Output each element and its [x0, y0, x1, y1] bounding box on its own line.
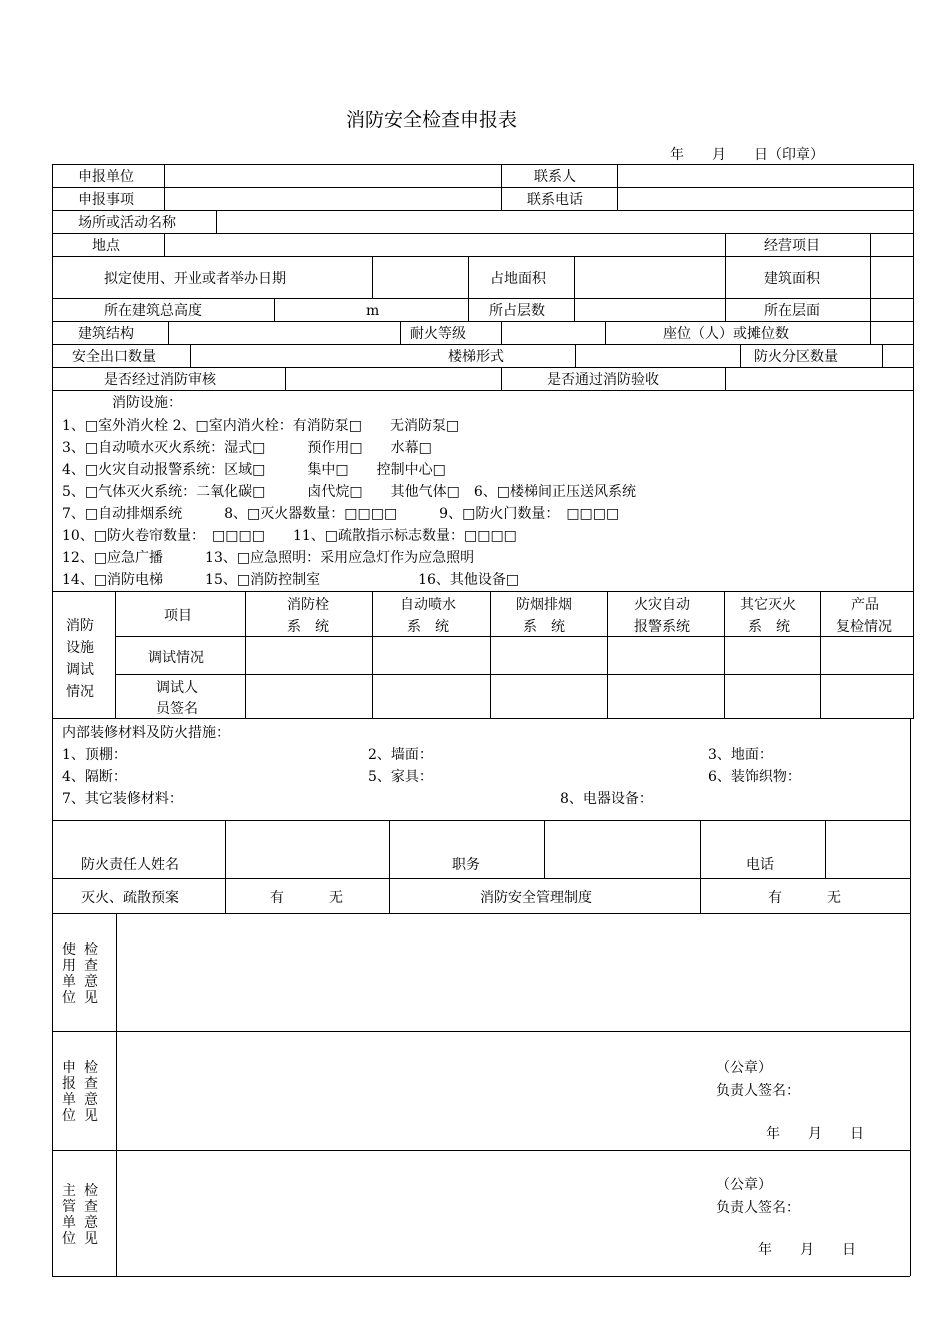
fabric-label: 6、装饰织物： [708, 769, 801, 785]
authority-label-a: 主管单位 [62, 1183, 76, 1247]
col-product-l2: 复检情况 [836, 619, 892, 635]
decoration-heading: 内部装修材料及防火措施： [62, 725, 230, 741]
apply-date: 年 月 日 [766, 1126, 864, 1142]
structure-label: 建筑结构 [78, 326, 134, 342]
electrical-label: 8、电器设备： [560, 791, 653, 807]
col-hydrant-l1: 消防栓 [287, 597, 329, 613]
management-system-label: 消防安全管理制度 [480, 890, 592, 906]
height-unit: m [366, 303, 380, 319]
col-sprinkler-l1: 自动喷水 [400, 597, 456, 613]
col-smoke-l2: 系 统 [523, 619, 565, 635]
col-hydrant-l2: 系 统 [287, 619, 329, 635]
responsible-name-label: 防火责任人姓名 [81, 857, 179, 873]
facility-line: 1、□室外消火栓 2、□室内消火栓：有消防泵□ 无消防泵□ [62, 418, 460, 434]
other-materials-label: 7、其它装修材料： [62, 791, 183, 807]
apply-unit-label-a: 申报单位 [62, 1060, 76, 1124]
debug-item-header: 项目 [164, 608, 192, 624]
system-none: 无 [827, 890, 841, 906]
date-seal-line: 年 月 日（印章） [670, 147, 824, 163]
applicant-unit-label: 申报单位 [78, 169, 134, 185]
ceiling-label: 1、顶棚： [62, 747, 127, 763]
floor-label: 3、地面： [708, 747, 773, 763]
col-alarm-l1: 火灾自动 [634, 597, 690, 613]
facility-line: 3、□自动喷水灭火系统：湿式□ 预作用□ 水幕□ [62, 440, 432, 456]
venue-name-label: 场所或活动名称 [78, 215, 176, 231]
col-other-l2: 系 统 [748, 619, 790, 635]
facility-line: 10、□防火卷帘数量： □□□□ 11、□疏散指示标志数量：□□□□ [62, 528, 517, 544]
plan-none: 无 [329, 890, 343, 906]
planned-date-label: 拟定使用、开业或者举办日期 [104, 271, 286, 287]
fire-review-label: 是否经过消防审核 [104, 372, 216, 388]
authority-seal: （公章） [716, 1177, 772, 1193]
plan-have: 有 [270, 890, 284, 906]
col-product-l1: 产品 [851, 597, 879, 613]
furniture-label: 5、家具： [368, 769, 433, 785]
floors-occupied-label: 所占层数 [489, 303, 545, 319]
fire-acceptance-label: 是否通过消防验收 [547, 372, 659, 388]
building-height-label: 所在建筑总高度 [104, 303, 202, 319]
facility-line: 7、□自动排烟系统 8、□灭火器数量：□□□□ 9、□防火门数量： □□□□ [62, 506, 620, 522]
building-area-label: 建筑面积 [764, 271, 820, 287]
business-item-label: 经营项目 [764, 238, 820, 254]
facility-line: 12、□应急广播 13、□应急照明：采用应急灯作为应急照明 [62, 550, 475, 566]
debug-signature-l1: 调试人 [156, 680, 198, 696]
apply-signature: 负责人签名： [716, 1083, 800, 1099]
col-smoke-l1: 防烟排烟 [516, 597, 572, 613]
fire-rating-label: 耐火等级 [410, 326, 466, 342]
use-unit-label-a: 使用单位 [62, 942, 76, 1006]
authority-signature: 负责人签名： [716, 1200, 800, 1216]
page-title: 消防安全检查申报表 [346, 109, 518, 131]
contact-phone-label: 联系电话 [527, 192, 583, 208]
evacuation-plan-label: 灭火、疏散预案 [81, 890, 179, 906]
col-other-l1: 其它灭火 [740, 597, 796, 613]
wall-label: 2、墙面： [368, 747, 433, 763]
application-item-label: 申报事项 [78, 192, 134, 208]
facility-line: 14、□消防电梯 15、□消防控制室 16、其他设备□ [62, 572, 520, 588]
stair-type-label: 楼梯形式 [448, 349, 504, 365]
exits-label: 安全出口数量 [72, 349, 156, 365]
location-label: 地点 [92, 238, 120, 254]
fire-zones-label: 防火分区数量 [754, 349, 838, 365]
partition-label: 4、隔断： [62, 769, 127, 785]
apply-seal: （公章） [716, 1060, 772, 1076]
col-sprinkler-l2: 系 统 [407, 619, 449, 635]
apply-unit-label-b: 检查意见 [84, 1060, 98, 1124]
system-have: 有 [768, 890, 782, 906]
land-area-label: 占地面积 [490, 271, 546, 287]
phone-label: 电话 [746, 857, 774, 873]
contact-person-label: 联系人 [534, 169, 576, 185]
col-alarm-l2: 报警系统 [634, 619, 690, 635]
position-label: 职务 [452, 857, 480, 873]
facilities-heading: 消防设施： [112, 395, 182, 411]
seats-label: 座位（人）或摊位数 [663, 326, 789, 342]
debug-status-label: 调试情况 [148, 650, 204, 666]
facility-line: 5、□气体灭火系统：二氧化碳□ 卤代烷□ 其他气体□ 6、□楼梯间正压送风系统 [62, 484, 636, 500]
use-unit-label-b: 检查意见 [84, 942, 98, 1006]
authority-date: 年 月 日 [758, 1242, 856, 1258]
debug-signature-l2: 员签名 [156, 701, 198, 717]
facility-line: 4、□火灾自动报警系统：区域□ 集中□ 控制中心□ [62, 462, 446, 478]
authority-label-b: 检查意见 [84, 1183, 98, 1247]
floor-located-label: 所在层面 [764, 303, 820, 319]
debug-side-label: 消防设施调试情况 [66, 618, 94, 700]
